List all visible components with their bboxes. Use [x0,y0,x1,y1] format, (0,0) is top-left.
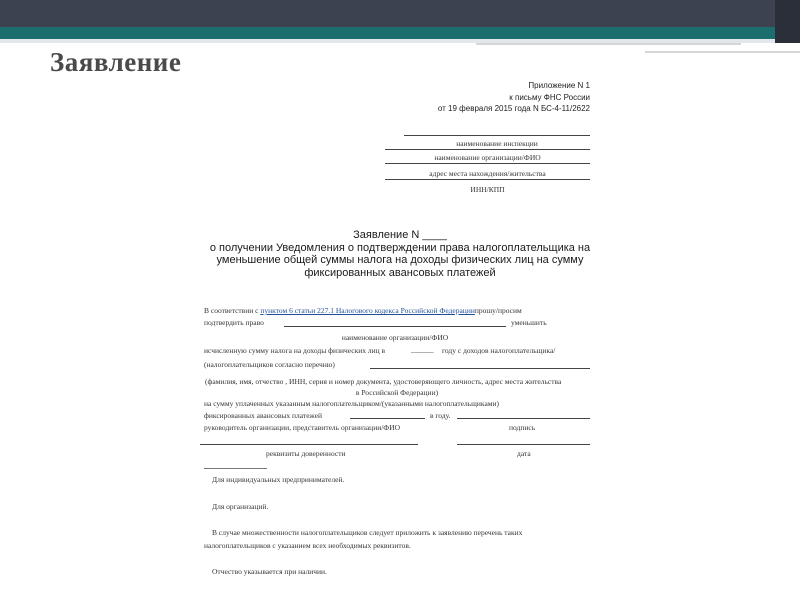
signature-caption: подпись [509,423,536,432]
field-line [200,444,418,445]
footnote-1: Для индивидуальных предпринимателей. [212,475,345,484]
footnote-2: Для организаций. [212,502,269,511]
organization-caption: наименование организации/ФИО [434,153,541,162]
slide-title: Заявление [50,47,182,77]
footnote-separator [204,468,267,469]
slide-corner-block [775,0,800,43]
appendix-line: к письму ФНС России [509,92,590,102]
tax-code-link[interactable]: пунктом 6 статьи 227.1 Налогового кодекса Российской Федерации [260,306,475,315]
heading-line: уменьшение общей суммы налога на доходы физических лиц на сумму [216,254,584,266]
paragraph-6-right: в году. [430,411,451,420]
footnote-3-line1: В случае множественности налогоплательщиков следует приложить к заявлению перечень таких [212,528,523,537]
appendix-line: от 19 февраля 2015 года N БС-4-11/2622 [437,104,590,113]
paragraph-6-left: фиксированных авансовых платежей [204,411,322,420]
footnote-4: Отчество указывается при наличии. [212,567,327,576]
field-line [404,135,590,136]
heading-line: о получении Уведомления о подтверждении права налогоплательщика на [209,241,591,254]
signatory-caption: руководитель организации, представитель организации/ФИО [204,423,401,432]
heading-title: Заявление N ____ [353,229,447,241]
field-line [457,444,590,445]
field-line [457,418,590,419]
paragraph-2-left: подтвердить право [204,318,264,327]
paragraph-3-left: исчисленную сумму налога на доходы физических лиц в [204,346,386,355]
paragraph-3-right: году с доходов налогоплательщика/ [442,346,556,355]
heading-line: фиксированных авансовых платежей [304,266,496,279]
footnote-3-line2: налогоплательщиков с указанием всех необходимых реквизитов. [204,541,411,550]
paragraph-2-right: уменьшить [511,318,547,327]
date-caption: дата [517,449,531,458]
field-line [350,418,425,419]
slide-top-bar [0,0,800,27]
document-heading [200,229,600,279]
field-line [385,149,590,150]
fio-caption-line1: (фамилия, имя, отчество , ИНН, серия и номер документа, удостоверяющего личность, адрес места жительства [205,377,562,386]
slide-teal-stripe [0,27,800,39]
slide-accent-line [476,43,741,45]
appendix-block [438,80,590,115]
paragraph-4: (налогоплательщиков согласно перечню) [204,360,335,369]
org-caption: наименование организации/ФИО [341,333,449,342]
inn-caption: ИНН/КПП [470,185,505,194]
fio-caption-line2: в Российской Федерации) [355,388,439,397]
paragraph-1: В соответствии с пунктом 6 статьи 227.1 Налогового кодекса Российской Федерациипрошу/просим [204,306,522,315]
field-line [370,368,590,369]
slide-accent-line [645,51,800,53]
appendix-line: Приложение N 1 [528,81,590,90]
field-line [284,326,506,327]
paragraph-5: на сумму уплаченных указанным налогоплательщиком/(указанными налогоплательщиками) [204,399,500,408]
address-caption: адрес места нахождения/жительства [429,169,546,178]
field-line [385,179,590,180]
field-line [385,163,590,164]
power-of-attorney-caption: реквизиты доверенности [266,449,346,458]
year-blank: ______ [411,345,434,354]
inspection-caption: наименование инспекции [456,139,538,148]
